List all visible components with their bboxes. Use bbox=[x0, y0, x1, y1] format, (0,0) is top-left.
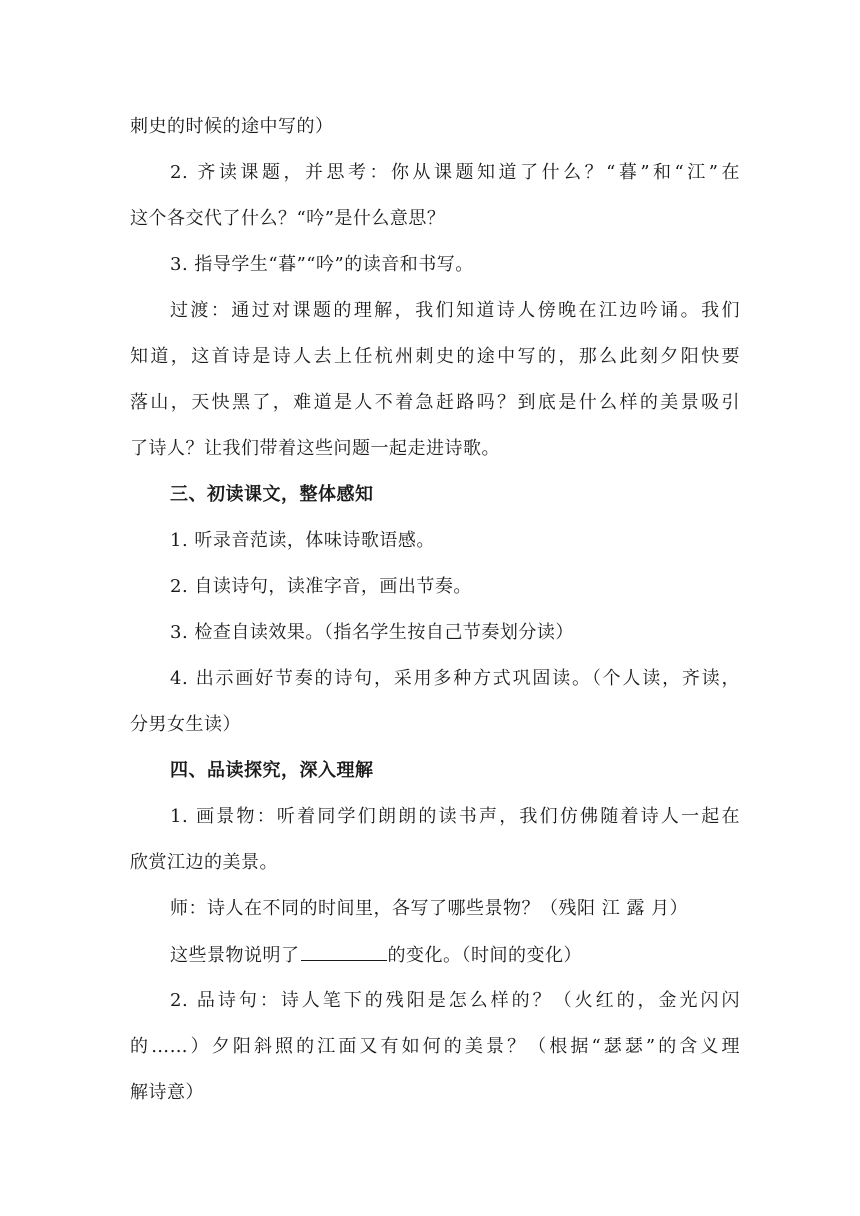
section-4-item-2-line-3: 解诗意） bbox=[130, 1082, 204, 1103]
fill-blank-line bbox=[170, 942, 740, 969]
section-3-item-3: 3. 检查自读效果。（指名学生按自己节奏划分读） bbox=[170, 622, 574, 643]
section-4-item-1-line-2: 欣赏江边的美景。 bbox=[130, 852, 278, 873]
transition-line-4: 了诗人？让我们带着这些问题一起走进诗歌。 bbox=[130, 438, 500, 459]
fill-blank-before: 这些景物说明了 bbox=[170, 945, 300, 966]
step-2-line-2: 这个各交代了什么？“吟”是什么意思？ bbox=[130, 208, 446, 229]
section-3-item-4-line-1: 4. 出示画好节奏的诗句，采用多种方式巩固读。（个人读，齐读， bbox=[170, 668, 740, 689]
blank-underline bbox=[301, 942, 387, 961]
section-3-item-1: 1. 听录音范读，体味诗歌语感。 bbox=[170, 530, 435, 551]
fill-blank-after: 的变化。（时间的变化） bbox=[387, 945, 582, 966]
section-4-item-2-line-1: 2. 品诗句：诗人笔下的残阳是怎么样的？（火红的，金光闪闪 bbox=[170, 990, 740, 1011]
transition-line-1: 过渡：通过对课题的理解，我们知道诗人傍晚在江边吟诵。我们 bbox=[170, 300, 740, 321]
section-3-item-4-line-2: 分男女生读） bbox=[130, 714, 241, 735]
section-3-item-2: 2. 自读诗句，读准字音，画出节奏。 bbox=[170, 576, 472, 597]
transition-line-2: 知道，这首诗是诗人去上任杭州刺史的途中写的，那么此刻夕阳快要 bbox=[130, 346, 740, 367]
transition-line-3: 落山，天快黑了，难道是人不着急赶路吗？到底是什么样的美景吸引 bbox=[130, 392, 740, 413]
paragraph-continuation-line: 刺史的时候的途中写的） bbox=[130, 116, 334, 137]
section-4-item-2-line-2: 的……）夕阳斜照的江面又有如何的美景？（根据“瑟瑟”的含义理 bbox=[130, 1036, 740, 1057]
step-2-line-1: 2. 齐读课题，并思考：你从课题知道了什么？“暮”和“江”在 bbox=[170, 162, 740, 183]
teacher-question-line: 师：诗人在不同的时间里，各写了哪些景物？（残阳 江 露 月） bbox=[170, 898, 689, 919]
section-3-heading: 三、初读课文，整体感知 bbox=[170, 484, 374, 505]
section-4-item-1-line-1: 1. 画景物：听着同学们朗朗的读书声，我们仿佛随着诗人一起在 bbox=[170, 806, 740, 827]
step-3-line: 3. 指导学生“暮”“吟”的读音和书写。 bbox=[170, 254, 474, 275]
section-4-heading: 四、品读探究，深入理解 bbox=[170, 760, 374, 781]
